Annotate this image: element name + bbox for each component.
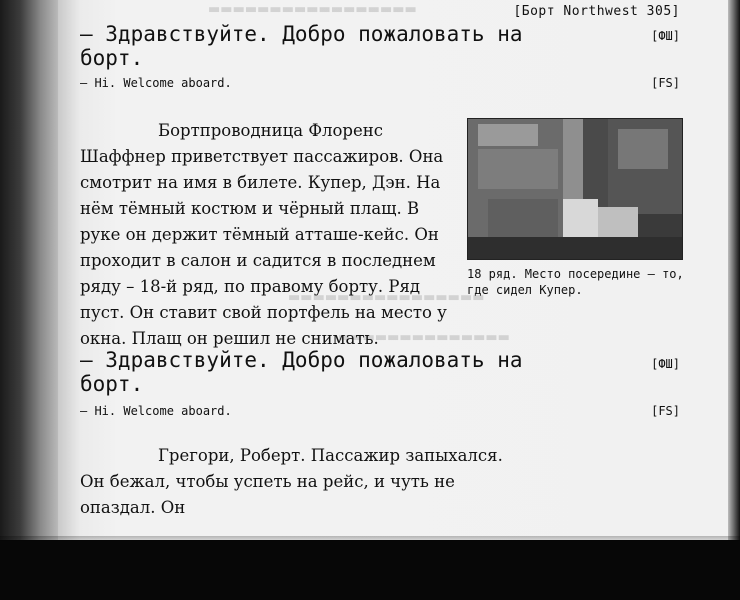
book-page [58,0,728,540]
greeting-heading-ru: – Здравствуйте. Добро пожаловать на борт. [80,22,523,70]
show-through-text: ▬▬▬▬▬▬▬▬▬▬▬▬▬▬ [338,330,510,345]
speaker-tag-ru: [ФШ] [651,357,680,371]
cabin-row-photo [467,118,683,260]
speaker-tag-en: [FS] [651,76,680,90]
book-spine-shadow [0,0,58,540]
cabin-photo-image [468,119,682,259]
speaker-tag-ru: [ФШ] [651,29,680,43]
photo-caption: 18 ряд. Место посередине – то, где сидел Купер. [467,267,684,297]
show-through-text: ▬▬▬▬▬▬▬▬▬▬▬▬▬▬▬▬▬ [208,2,417,17]
greeting-subtitle-en: – Hi. Welcome aboard. [80,404,232,418]
speaker-tag-en: [FS] [651,404,680,418]
flight-header-label: [Борт Northwest 305] [513,4,680,19]
greeting-subtitle-en: – Hi. Welcome aboard. [80,76,232,90]
bottom-shadow [0,536,740,544]
body-paragraph: Бортпроводница Флоренс Шаффнер приветствует пассажиров. Она смотрит на имя в билете. Купер, Дэн. На нём тёмный костюм и чёрный плащ. В руке он держит тёмный атташе-кейс. Он проходит в салон и садится в последнем ряду – 18-й ряд, по правому борту. Ряд пуст. Он ставит свой портфель на место у окна. Плащ он решил не снимать. [80,121,447,348]
show-through-text: ▬▬▬▬▬▬▬▬▬▬▬▬▬▬▬▬ [288,290,485,305]
body-paragraph: Грегори, Роберт. Пассажир запыхался. Он бежал, чтобы успеть на рейс, и чуть не опаздал. Он [80,446,503,517]
page-edge-shadow [728,0,740,540]
greeting-heading-ru: – Здравствуйте. Добро пожаловать на борт. [80,348,523,396]
